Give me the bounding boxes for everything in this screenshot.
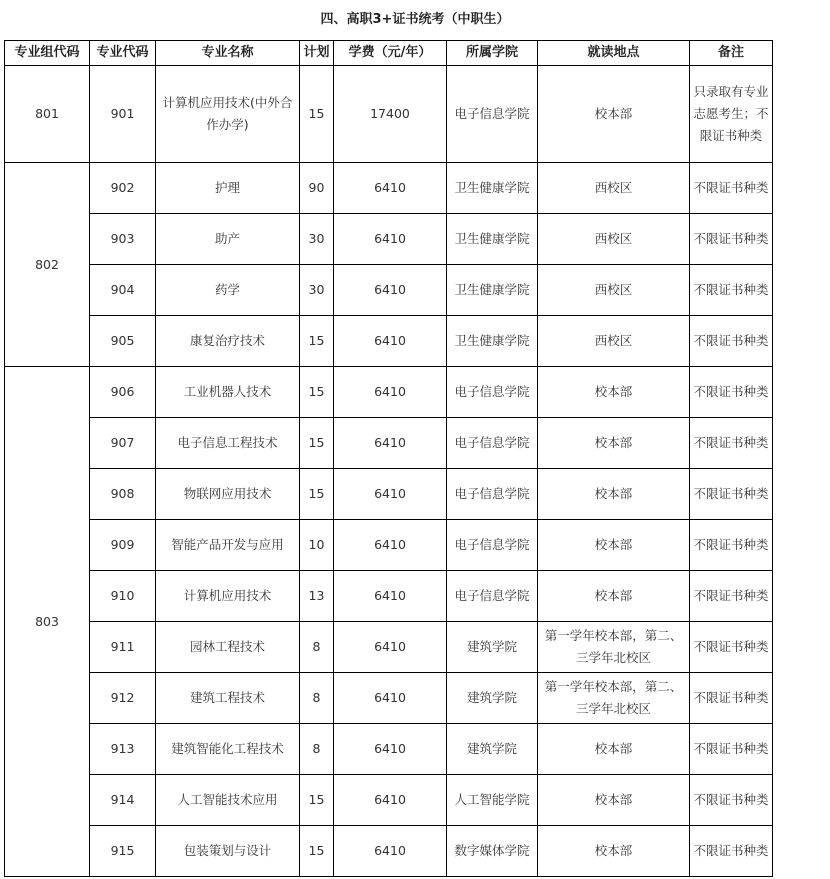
tuition-cell: 6410 [334, 724, 447, 775]
note-cell: 不限证书种类 [690, 571, 773, 622]
college-cell: 卫生健康学院 [447, 163, 538, 214]
note-cell: 不限证书种类 [690, 469, 773, 520]
header-note: 备注 [690, 41, 773, 66]
major-code-cell: 901 [90, 66, 156, 163]
major-code-cell: 908 [90, 469, 156, 520]
major-code-cell: 903 [90, 214, 156, 265]
location-cell: 校本部 [538, 724, 690, 775]
tuition-cell: 6410 [334, 163, 447, 214]
tuition-cell: 6410 [334, 826, 447, 877]
location-cell: 西校区 [538, 316, 690, 367]
major-name-cell: 助产 [156, 214, 300, 265]
table-row [5, 622, 773, 673]
tuition-cell: 6410 [334, 469, 447, 520]
major-code-cell: 914 [90, 775, 156, 826]
tuition-cell: 6410 [334, 571, 447, 622]
tuition-cell: 6410 [334, 214, 447, 265]
note-cell: 不限证书种类 [690, 367, 773, 418]
note-cell: 不限证书种类 [690, 316, 773, 367]
college-cell: 建筑学院 [447, 673, 538, 724]
major-code-cell: 911 [90, 622, 156, 673]
location-cell: 西校区 [538, 265, 690, 316]
location-cell: 西校区 [538, 214, 690, 265]
tuition-cell: 6410 [334, 622, 447, 673]
location-cell: 校本部 [538, 66, 690, 163]
note-cell: 不限证书种类 [690, 673, 773, 724]
header-major-code: 专业代码 [90, 41, 156, 66]
tuition-cell: 6410 [334, 418, 447, 469]
location-cell: 校本部 [538, 418, 690, 469]
major-code-cell: 905 [90, 316, 156, 367]
plan-cell: 15 [300, 418, 334, 469]
plan-cell: 15 [300, 66, 334, 163]
college-cell: 卫生健康学院 [447, 265, 538, 316]
plan-cell: 90 [300, 163, 334, 214]
plan-cell: 8 [300, 724, 334, 775]
plan-cell: 8 [300, 622, 334, 673]
tuition-cell: 6410 [334, 367, 447, 418]
tuition-cell: 6410 [334, 265, 447, 316]
major-code-cell: 915 [90, 826, 156, 877]
location-cell: 校本部 [538, 469, 690, 520]
plan-cell: 30 [300, 214, 334, 265]
header-tuition: 学费（元/年） [334, 41, 447, 66]
note-cell: 不限证书种类 [690, 622, 773, 673]
major-name-cell: 工业机器人技术 [156, 367, 300, 418]
major-name-cell: 康复治疗技术 [156, 316, 300, 367]
major-name-cell: 物联网应用技术 [156, 469, 300, 520]
major-code-cell: 910 [90, 571, 156, 622]
table-row [5, 520, 773, 571]
location-cell: 校本部 [538, 520, 690, 571]
table-row [5, 367, 773, 418]
table-row [5, 724, 773, 775]
tuition-cell: 6410 [334, 520, 447, 571]
college-cell: 电子信息学院 [447, 520, 538, 571]
major-code-cell: 904 [90, 265, 156, 316]
major-code-cell: 909 [90, 520, 156, 571]
plan-cell: 15 [300, 367, 334, 418]
location-cell: 校本部 [538, 775, 690, 826]
college-cell: 建筑学院 [447, 724, 538, 775]
major-name-cell: 园林工程技术 [156, 622, 300, 673]
major-name-cell: 护理 [156, 163, 300, 214]
tuition-cell: 6410 [334, 775, 447, 826]
location-cell: 西校区 [538, 163, 690, 214]
location-cell: 第一学年校本部，第二、三学年北校区 [538, 673, 690, 724]
college-cell: 电子信息学院 [447, 367, 538, 418]
header-group-code: 专业组代码 [5, 41, 90, 66]
table-row [5, 826, 773, 877]
table-row [5, 163, 773, 214]
college-cell: 电子信息学院 [447, 571, 538, 622]
table-row [5, 66, 773, 163]
major-name-cell: 智能产品开发与应用 [156, 520, 300, 571]
college-cell: 建筑学院 [447, 622, 538, 673]
admissions-table [4, 40, 773, 877]
major-code-cell: 906 [90, 367, 156, 418]
table-row [5, 775, 773, 826]
table-row [5, 418, 773, 469]
plan-cell: 10 [300, 520, 334, 571]
major-code-cell: 902 [90, 163, 156, 214]
college-cell: 电子信息学院 [447, 66, 538, 163]
table-row [5, 316, 773, 367]
plan-cell: 15 [300, 775, 334, 826]
location-cell: 校本部 [538, 571, 690, 622]
major-code-cell: 907 [90, 418, 156, 469]
major-name-cell: 计算机应用技术 [156, 571, 300, 622]
plan-cell: 30 [300, 265, 334, 316]
major-name-cell: 计算机应用技术(中外合作办学) [156, 66, 300, 163]
major-code-cell: 913 [90, 724, 156, 775]
major-name-cell: 电子信息工程技术 [156, 418, 300, 469]
college-cell: 卫生健康学院 [447, 316, 538, 367]
note-cell: 不限证书种类 [690, 775, 773, 826]
table-header-row [5, 41, 773, 66]
note-cell: 不限证书种类 [690, 826, 773, 877]
college-cell: 数字媒体学院 [447, 826, 538, 877]
note-cell: 只录取有专业志愿考生；不限证书种类 [690, 66, 773, 163]
note-cell: 不限证书种类 [690, 520, 773, 571]
major-name-cell: 人工智能技术应用 [156, 775, 300, 826]
plan-cell: 15 [300, 826, 334, 877]
college-cell: 人工智能学院 [447, 775, 538, 826]
table-row [5, 673, 773, 724]
major-code-cell: 912 [90, 673, 156, 724]
college-cell: 电子信息学院 [447, 418, 538, 469]
plan-cell: 15 [300, 316, 334, 367]
note-cell: 不限证书种类 [690, 724, 773, 775]
plan-cell: 13 [300, 571, 334, 622]
header-college: 所属学院 [447, 41, 538, 66]
major-name-cell: 包装策划与设计 [156, 826, 300, 877]
major-name-cell: 药学 [156, 265, 300, 316]
plan-cell: 8 [300, 673, 334, 724]
group-code-cell: 803 [5, 367, 90, 877]
college-cell: 电子信息学院 [447, 469, 538, 520]
major-name-cell: 建筑工程技术 [156, 673, 300, 724]
location-cell: 校本部 [538, 826, 690, 877]
college-cell: 卫生健康学院 [447, 214, 538, 265]
tuition-cell: 6410 [334, 316, 447, 367]
location-cell: 第一学年校本部，第二、三学年北校区 [538, 622, 690, 673]
table-row [5, 571, 773, 622]
note-cell: 不限证书种类 [690, 163, 773, 214]
page-title: 四、高职3+证书统考（中职生） [320, 12, 510, 27]
table-row [5, 265, 773, 316]
header-location: 就读地点 [538, 41, 690, 66]
major-name-cell: 建筑智能化工程技术 [156, 724, 300, 775]
header-major-name: 专业名称 [156, 41, 300, 66]
tuition-cell: 6410 [334, 673, 447, 724]
tuition-cell: 17400 [334, 66, 447, 163]
note-cell: 不限证书种类 [690, 265, 773, 316]
location-cell: 校本部 [538, 367, 690, 418]
note-cell: 不限证书种类 [690, 214, 773, 265]
header-plan: 计划 [300, 41, 334, 66]
note-cell: 不限证书种类 [690, 418, 773, 469]
plan-cell: 15 [300, 469, 334, 520]
group-code-cell: 801 [5, 66, 90, 163]
group-code-cell: 802 [5, 163, 90, 367]
table-row [5, 469, 773, 520]
table-row [5, 214, 773, 265]
